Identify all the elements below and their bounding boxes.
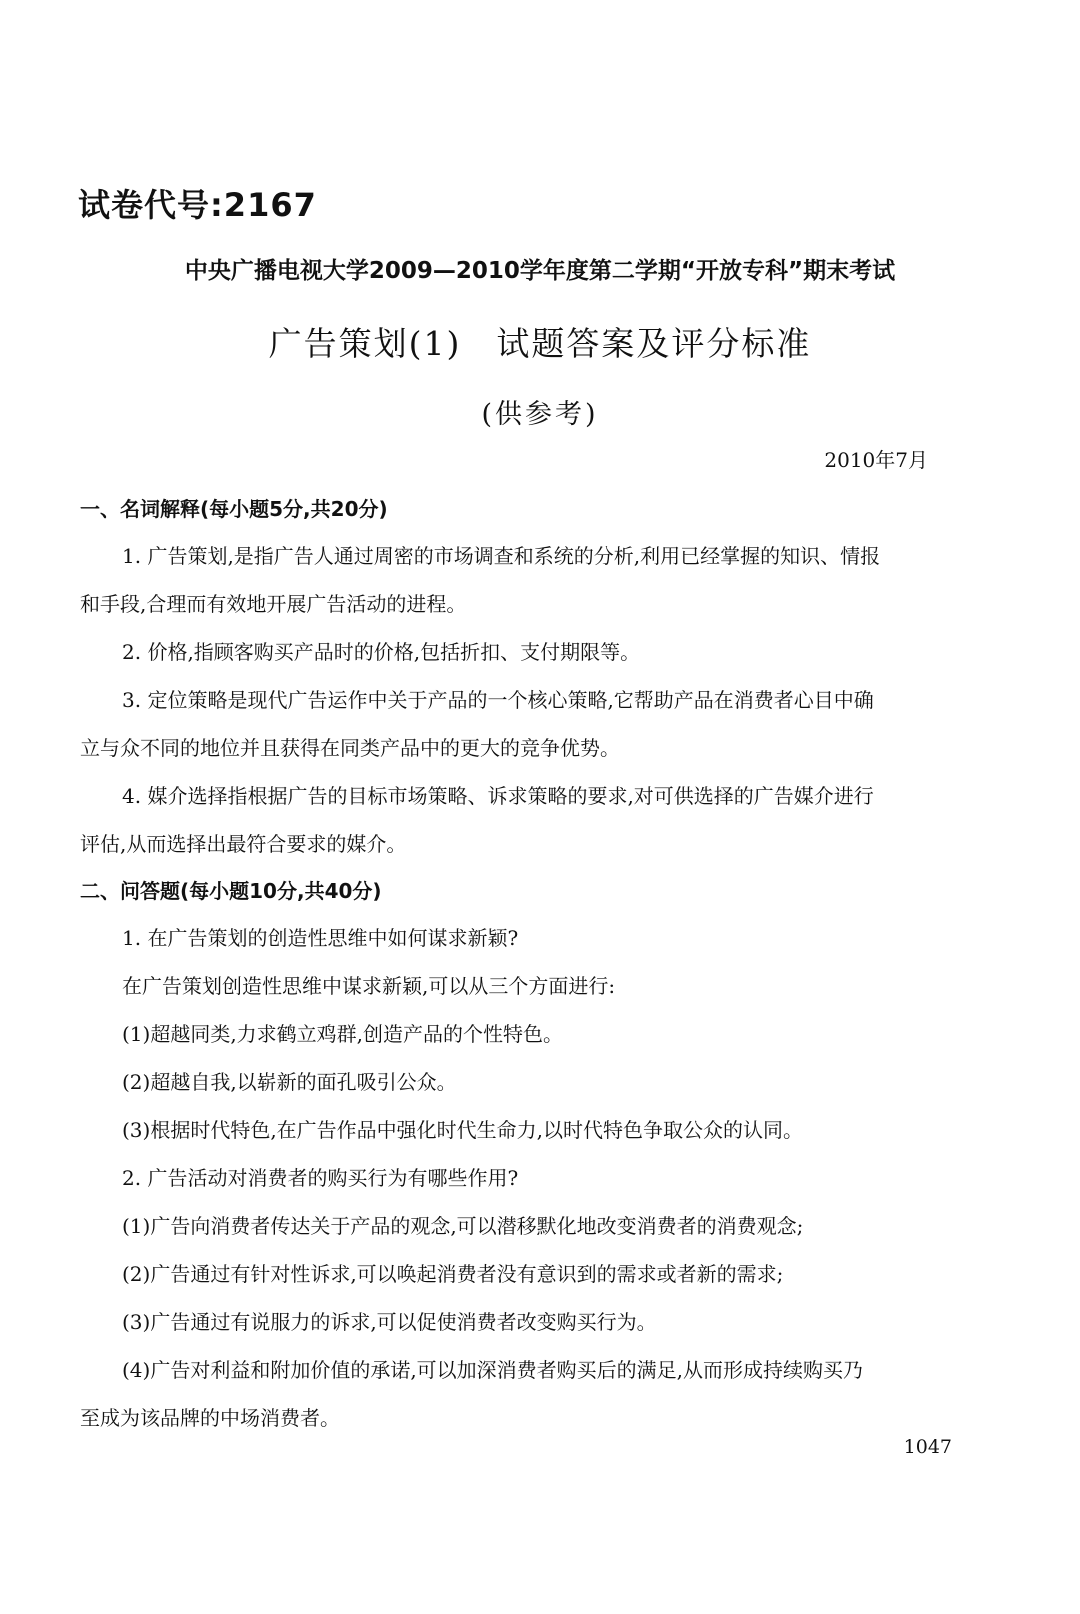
- answer-line: (2)广告通过有针对性诉求,可以唤起消费者没有意识到的需求或者新的需求;: [122, 1262, 784, 1286]
- page-number: 1047: [903, 1436, 952, 1458]
- page-title: 广告策划(1) 试题答案及评分标准: [268, 324, 812, 363]
- exam-date: 2010年7月: [824, 448, 928, 472]
- answer-line: (4)广告对利益和附加价值的承诺,可以加深消费者购买后的满足,从而形成持续购买乃: [122, 1358, 864, 1382]
- answer-line: 立与众不同的地位并且获得在同类产品中的更大的竞争优势。: [80, 736, 620, 760]
- exam-code: 试卷代号:2167: [78, 186, 317, 224]
- answer-line: 2. 广告活动对消费者的购买行为有哪些作用?: [122, 1166, 519, 1190]
- answer-line: 2. 价格,指顾客购买产品时的价格,包括折扣、支付期限等。: [122, 640, 641, 664]
- reference-note: (供参考): [481, 399, 599, 430]
- answer-line: (3)广告通过有说服力的诉求,可以促使消费者改变购买行为。: [122, 1310, 657, 1334]
- answer-line: 1. 广告策划,是指广告人通过周密的市场调查和系统的分析,利用已经掌握的知识、情报: [122, 544, 881, 568]
- answer-line: 4. 媒介选择指根据广告的目标市场策略、诉求策略的要求,对可供选择的广告媒介进行: [122, 784, 874, 808]
- university-heading: 中央广播电视大学2009—2010学年度第二学期“开放专科”期末考试: [184, 258, 896, 284]
- answer-line: 评估,从而选择出最符合要求的媒介。: [80, 832, 407, 856]
- answer-content: [80, 486, 980, 1442]
- answer-line: 在广告策划创造性思维中谋求新颖,可以从三个方面进行:: [122, 974, 616, 998]
- answer-line: 1. 在广告策划的创造性思维中如何谋求新颖?: [122, 926, 519, 950]
- section-heading-definitions: 一、名词解释(每小题5分,共20分): [80, 497, 388, 521]
- answer-line: 至成为该品牌的中场消费者。: [80, 1406, 340, 1430]
- answer-line: (2)超越自我,以崭新的面孔吸引公众。: [122, 1070, 457, 1094]
- answer-line: 和手段,合理而有效地开展广告活动的进程。: [80, 592, 467, 616]
- answer-line: (1)广告向消费者传达关于产品的观念,可以潜移默化地改变消费者的消费观念;: [122, 1214, 804, 1238]
- answer-line: 3. 定位策略是现代广告运作中关于产品的一个核心策略,它帮助产品在消费者心目中确: [122, 688, 874, 712]
- section-heading-questions: 二、问答题(每小题10分,共40分): [80, 879, 382, 903]
- answer-line: (3)根据时代特色,在广告作品中强化时代生命力,以时代特色争取公众的认同。: [122, 1118, 804, 1142]
- answer-line: (1)超越同类,力求鹤立鸡群,创造产品的个性特色。: [122, 1022, 564, 1046]
